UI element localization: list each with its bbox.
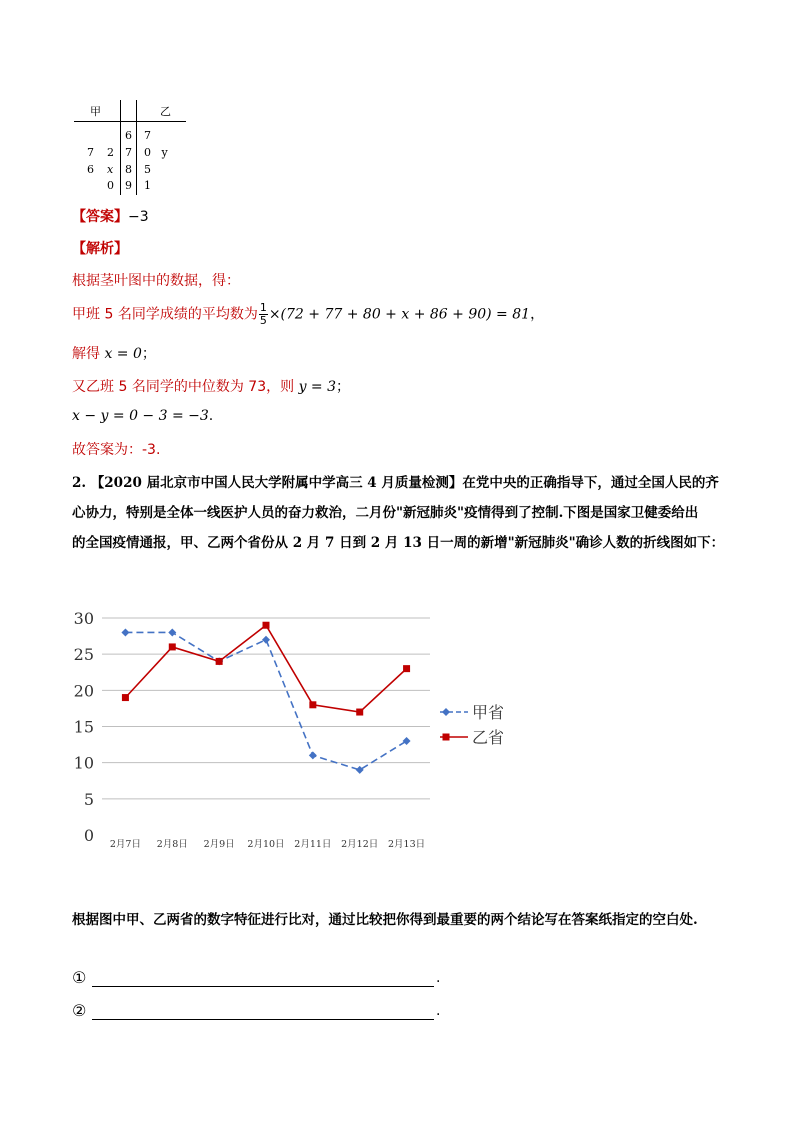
x-tick-label: 2月10日 xyxy=(247,839,285,850)
text: ； xyxy=(141,346,156,362)
data-point xyxy=(309,751,317,759)
leaf-right: 5 xyxy=(144,163,151,176)
data-point xyxy=(309,701,316,708)
stem-leaf-header-right: 乙 xyxy=(160,105,171,118)
stem: 9 xyxy=(125,179,132,192)
y-tick-label: 15 xyxy=(73,717,94,737)
problem-2-line-3: 的全国疫情通报，甲、乙两个省份从 2 月 7 日到 2 月 13 日一周的新增"新冠肺炎"确诊人数的折线图如下： xyxy=(72,535,725,551)
legend-label: 甲省 xyxy=(472,703,505,722)
blank-2-marker: ② xyxy=(72,1001,87,1020)
x-tick-label: 2月7日 xyxy=(109,839,141,850)
data-point xyxy=(169,643,176,650)
x-tick-label: 2月12日 xyxy=(341,839,379,850)
text: ，则 xyxy=(266,379,299,395)
fraction-denominator: 5 xyxy=(259,314,267,327)
text: ； xyxy=(336,379,351,395)
blank-1-end: . xyxy=(436,970,441,986)
text: . xyxy=(208,408,214,424)
x-tick-label: 2月11日 xyxy=(294,839,332,850)
legend-label: 乙省 xyxy=(472,728,505,747)
analysis-line-2 xyxy=(72,302,544,327)
x-tick-label: 2月9日 xyxy=(203,839,235,850)
data-point xyxy=(403,665,410,672)
data-point xyxy=(262,636,270,644)
analysis-line-4 xyxy=(72,377,350,397)
y-tick-label: 25 xyxy=(73,645,94,665)
question-text: 根据图中甲、乙两省的数字特征进行比对，通过比较把你得到最重要的两个结论写在答案纸指定的空白处. xyxy=(72,912,698,928)
text: 名同学的中位数为 xyxy=(127,379,249,395)
answer-value: −3 xyxy=(128,209,149,225)
number: 73 xyxy=(248,379,267,395)
data-point xyxy=(168,628,176,636)
text: 解得 xyxy=(72,346,105,362)
data-point xyxy=(356,709,363,716)
leaf-left: 2 xyxy=(107,146,114,159)
leaf-right: 1 xyxy=(144,179,151,192)
stem-leaf-vline-left xyxy=(120,100,121,195)
stem-leaf-plot xyxy=(72,100,187,195)
math-expression: y = 3 xyxy=(298,379,337,395)
leaf-right: 7 xyxy=(144,129,151,142)
analysis-label: 【解析】 xyxy=(72,241,128,257)
stem-leaf-vline-right xyxy=(136,100,137,195)
data-point xyxy=(356,766,364,774)
text: 甲班 xyxy=(72,306,105,323)
analysis-line-5 xyxy=(72,406,213,426)
blank-2-end: . xyxy=(436,1003,441,1019)
analysis-line-3 xyxy=(72,344,156,364)
leaf-right: 0 y xyxy=(144,146,168,159)
blank-1-marker: ① xyxy=(72,968,87,987)
problem-2-line-1: 2. 【2020 届北京市中国人民大学附属中学高三 4 月质量检测】在党中央的正确指导下，通过全国人民的齐 xyxy=(72,475,719,491)
x-tick-label: 2月8日 xyxy=(156,839,188,850)
answer-label: 【答案】 xyxy=(72,209,128,225)
analysis-line-6: 故答案为：-3. xyxy=(72,442,161,458)
line-chart xyxy=(60,600,520,860)
x-tick-label: 2月13日 xyxy=(388,839,426,850)
data-point xyxy=(263,622,270,629)
stem-leaf-header-left: 甲 xyxy=(90,105,101,118)
number: 5 xyxy=(118,379,128,395)
y-tick-label: 10 xyxy=(73,753,94,773)
problem-2-line-2: 心协力，特别是全体一线医护人员的奋力救治，二月份"新冠肺炎"疫情得到了控制.下图是国家卫健委给出 xyxy=(72,505,699,521)
legend-marker xyxy=(443,734,450,741)
analysis-line-1: 根据茎叶图中的数据，得： xyxy=(72,273,240,289)
fraction xyxy=(259,302,268,327)
fraction-numerator: 1 xyxy=(259,301,267,314)
data-point xyxy=(122,694,129,701)
number: 5 xyxy=(104,306,114,323)
y-tick-label: 0 xyxy=(83,826,94,845)
stem: 6 xyxy=(125,129,132,142)
y-tick-label: 5 xyxy=(83,789,94,809)
leaf-left: 0 xyxy=(107,179,114,192)
stem-leaf-hline xyxy=(74,121,186,122)
math-expression: ×(72 + 77 + 80 + x + 86 + 90) = 81 xyxy=(268,306,531,323)
blank-1-line[interactable] xyxy=(92,970,434,987)
leaf-left: x xyxy=(107,163,114,176)
text: 又乙班 xyxy=(72,379,119,395)
math-expression: x = 0 xyxy=(104,346,142,362)
data-point xyxy=(216,658,223,665)
stem: 8 xyxy=(125,163,132,176)
answer-line xyxy=(72,207,149,227)
text: 名同学成绩的平均数为 xyxy=(113,306,258,323)
math-expression: x − y = 0 − 3 = −3 xyxy=(72,408,209,424)
blank-2-line[interactable] xyxy=(92,1003,434,1020)
stem: 7 xyxy=(125,146,132,159)
data-point xyxy=(403,737,411,745)
leaf-left: 6 xyxy=(87,163,94,176)
y-tick-label: 30 xyxy=(73,609,94,628)
legend-marker xyxy=(442,708,450,716)
data-point xyxy=(121,628,129,636)
y-tick-label: 20 xyxy=(73,681,94,701)
leaf-left: 7 xyxy=(87,146,94,159)
text: ， xyxy=(530,306,545,323)
